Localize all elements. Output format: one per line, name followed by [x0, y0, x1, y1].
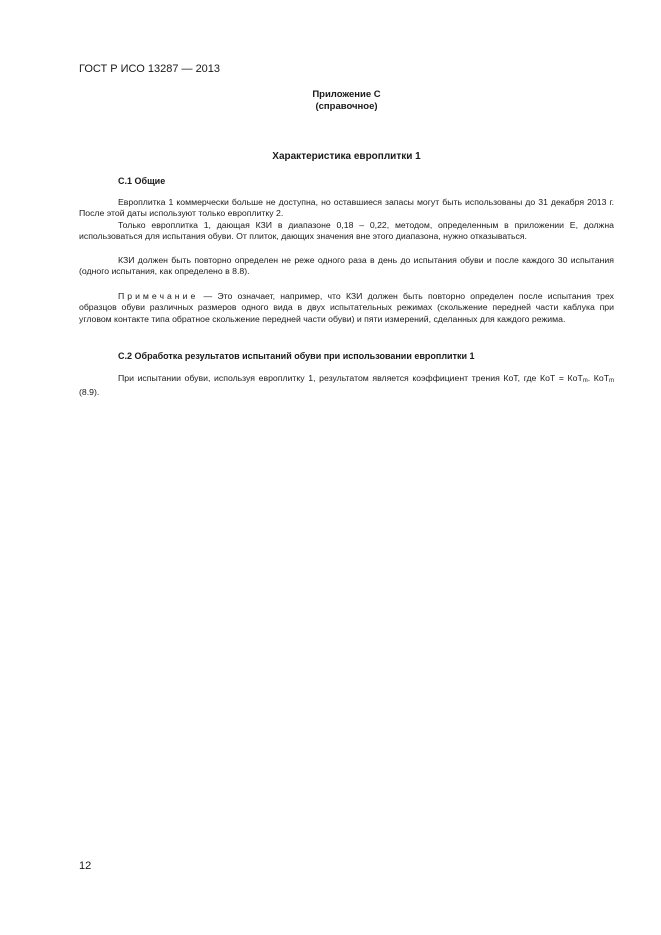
subscript: m: [582, 378, 588, 384]
document-header: ГОСТ Р ИСО 13287 — 2013: [79, 63, 221, 75]
paragraph: Только европлитка 1, дающая КЗИ в диапазоне 0,18 – 0,22, методом, определенным в приложении Е, должна использоваться для испытания обуви. От плиток, дающих значения вне этого диапазона, нужно отказываться.: [79, 220, 614, 242]
annex-heading: [79, 89, 614, 112]
page-number: 12: [79, 860, 92, 872]
note-paragraph: [79, 291, 614, 325]
annex-title: Приложение С: [312, 89, 381, 100]
paragraph: КЗИ должен быть повторно определен не реже одного раза в день до испытания обуви и после каждого 30 испытания (одного испытания, как определено в 8.8).: [79, 255, 614, 277]
section-heading-c2: С.2 Обработка результатов испытаний обуви при использовании европлитки 1: [118, 351, 475, 361]
formula-text: При испытании обуви, используя европлитку 1, результатом является коэффициент трения КоТ, где КоТ = КоТ: [118, 373, 583, 383]
formula-text: (8.9).: [79, 387, 100, 398]
note-lead: Примечание: [118, 291, 199, 301]
page-title: Характеристика европлитки 1: [272, 151, 421, 162]
note-text: — Это означает, например, что КЗИ должен быть повторно определен после испытания трех образцов обуви различных размеров одного вида в двух испытательных режимах (скольжение передней части каблука при угловом контакте типа обратное скольжение передней части обуви) и пяти измерений, сделанных для каждого режима.: [79, 291, 614, 324]
subscript: m: [609, 378, 614, 384]
formula-text: . КоТ: [587, 373, 609, 383]
paragraph: Европлитка 1 коммерчески больше не доступна, но оставшиеся запасы могут быть использованы до 31 декабря 2013 г. После этой даты используют только европлитку 2.: [79, 197, 614, 219]
annex-subtitle: (справочное): [315, 100, 378, 112]
paragraph: [79, 373, 614, 399]
section-heading-c1: С.1 Общие: [118, 176, 166, 186]
